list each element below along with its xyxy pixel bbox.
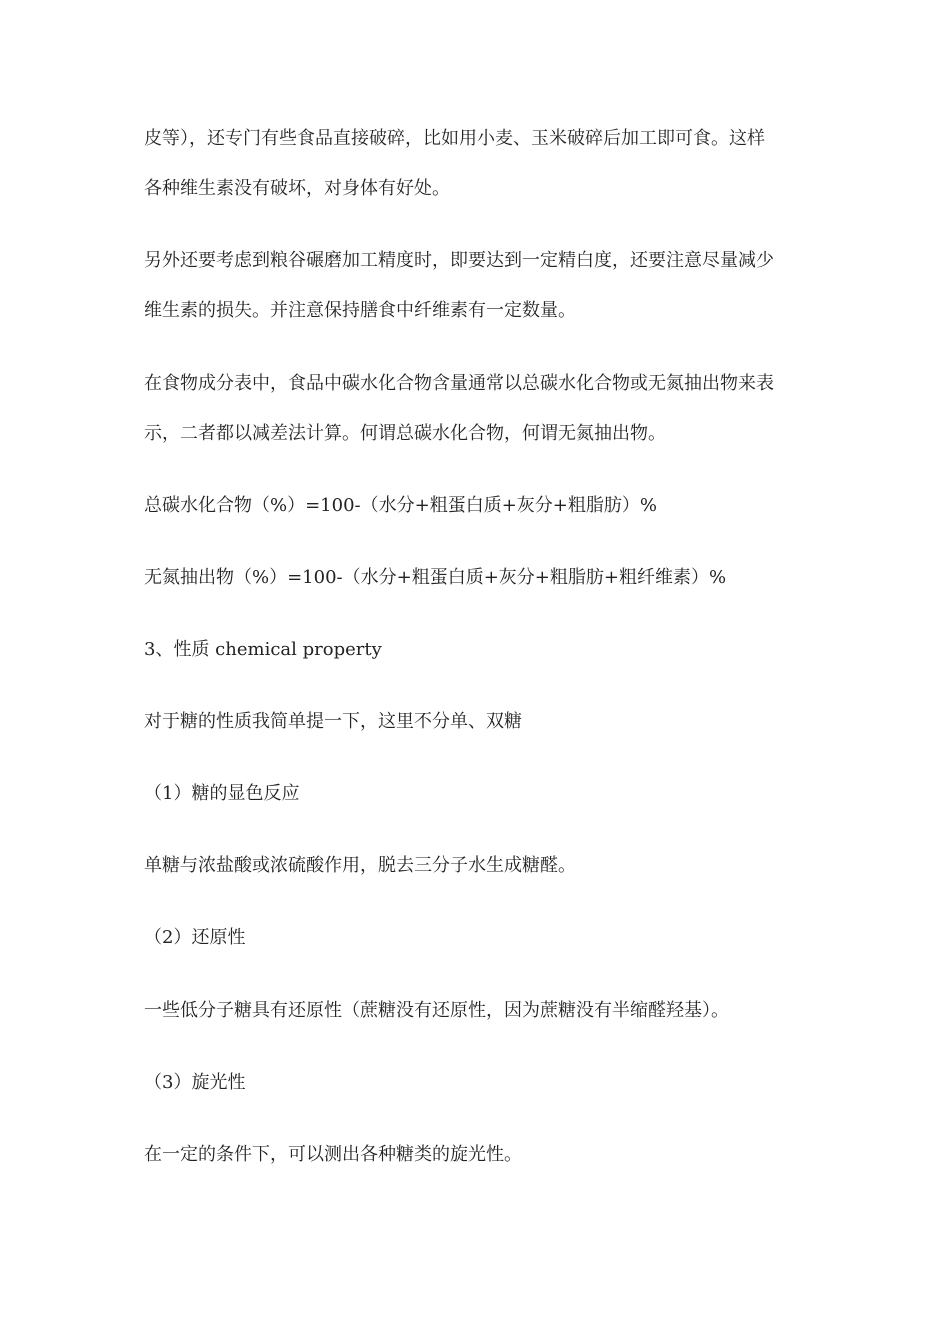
paragraph-3-line-1: 在食物成分表中，食品中碳水化合物含量通常以总碳水化合物或无氮抽出物来表: [144, 373, 774, 394]
paragraph-1-line-2: 各种维生素没有破坏，对身体有好处。: [144, 178, 450, 199]
subheading-reducibility: （2）还原性: [144, 927, 246, 948]
paragraph-2-line-1: 另外还要考虑到粮谷碾磨加工精度时，即要达到一定精白度，还要注意尽量减少: [144, 250, 774, 271]
properties-intro: 对于糖的性质我简单提一下，这里不分单、双糖: [144, 711, 522, 732]
paragraph-2-line-2: 维生素的损失。并注意保持膳食中纤维素有一定数量。: [144, 300, 576, 321]
section-heading-properties: 3、性质 chemical property: [144, 639, 382, 660]
optical-rotation-text: 在一定的条件下，可以测出各种糖类的旋光性。: [144, 1144, 522, 1165]
paragraph-1-line-1: 皮等），还专门有些食品直接破碎，比如用小麦、玉米破碎后加工即可食。这样: [144, 128, 765, 149]
formula-total-carbohydrate: 总碳水化合物（%）=100-（水分+粗蛋白质+灰分+粗脂肪）%: [144, 495, 657, 516]
reducibility-text: 一些低分子糖具有还原性（蔗糖没有还原性，因为蔗糖没有半缩醛羟基）。: [144, 1000, 729, 1021]
subheading-color-reaction: （1）糖的显色反应: [144, 783, 300, 804]
formula-nitrogen-free-extract: 无氮抽出物（%）=100-（水分+粗蛋白质+灰分+粗脂肪+粗纤维素）%: [144, 567, 727, 588]
paragraph-3-line-2: 示，二者都以减差法计算。何谓总碳水化合物，何谓无氮抽出物。: [144, 423, 666, 444]
color-reaction-text: 单糖与浓盐酸或浓硫酸作用，脱去三分子水生成糖醛。: [144, 855, 576, 876]
subheading-optical-rotation: （3）旋光性: [144, 1072, 246, 1093]
